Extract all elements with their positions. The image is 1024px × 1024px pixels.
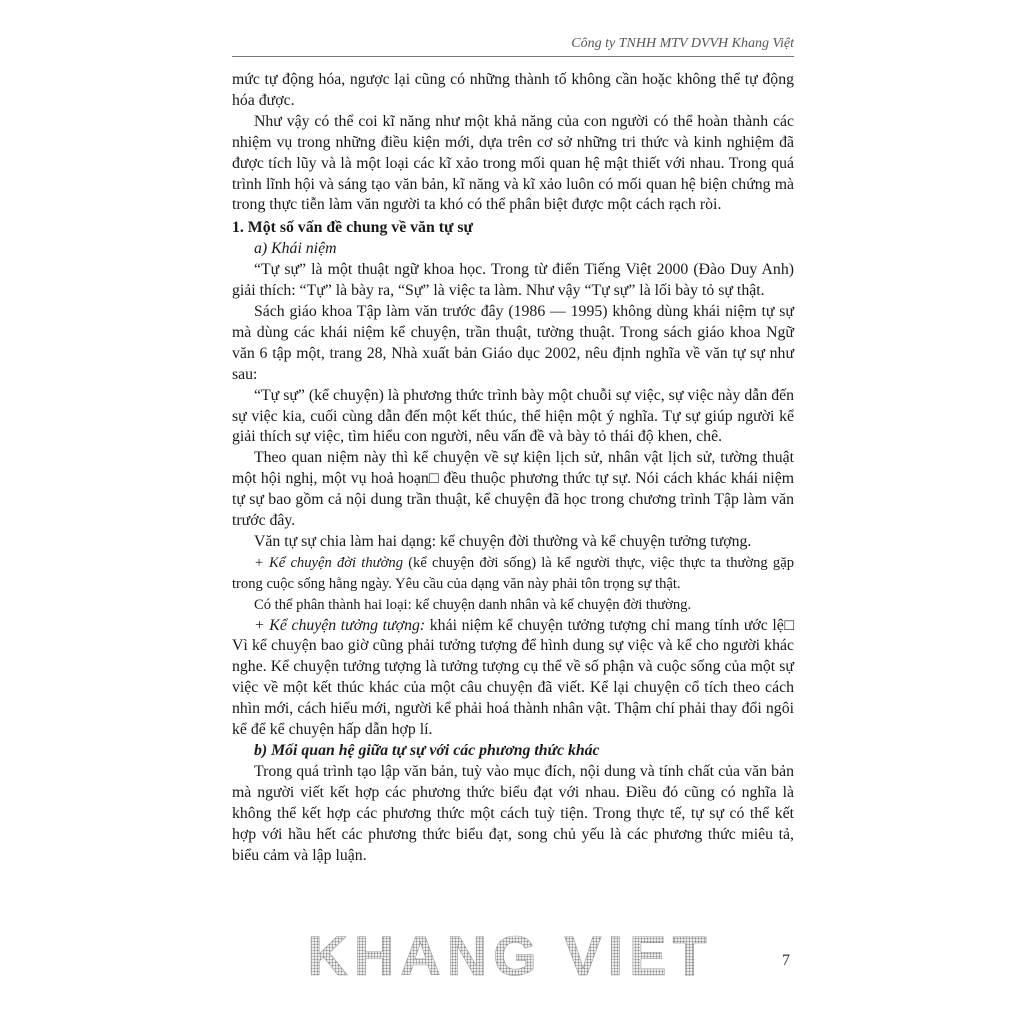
- paragraph-text: khái niệm kể chuyện tưởng tượng chỉ mang tính ước lệ□ Vì kể chuyện bao giờ cũng phải tưởng tượng để hình dung sự việc và kể cho người khác nghe. Kể chuyện tưởng tượng là tưởng tượng cụ thể về số phận và cuộc sống của một sự việc về một kết thúc khác của một câu chuyện đã viết. Kể lại chuyện cổ tích theo cách nhìn mới, cách hiểu mới, người kể phải hoá thành nhân vật. Thậm chí phải thay đổi ngôi kể để kể chuyện hấp dẫn hợp lí.: [232, 616, 794, 739]
- paragraph: mức tự động hóa, ngược lại cũng có những thành tố không cần hoặc không thể tự động hóa được.: [232, 71, 794, 109]
- paragraph: Theo quan niệm này thì kể chuyện về sự kiện lịch sử, nhân vật lịch sử, tường thuật một hội nghị, một vụ hoả hoạn□ đều thuộc phương thức tự sự. Nói cách khác khái niệm tự sự bao gồm cả nội dung trần thuật, kể chuyện đã học trong chương trình Tập làm văn trước đây.: [232, 449, 794, 530]
- subsection-heading: b) Mối quan hệ giữa tự sự với các phương thức khác: [254, 742, 600, 759]
- quote-paragraph: “Tự sự” (kể chuyện) là phương thức trình bày một chuỗi sự việc, sự việc này dẫn đến sự việc kia, cuối cùng dẫn đến một kết thúc, thể hiện một ý nghĩa. Tự sự giúp người kể giải thích sự việc, tìm hiểu con người, nêu vấn đề và bày tỏ thái độ khen, chê.: [232, 386, 794, 446]
- subsection-heading: a) Khái niệm: [254, 240, 337, 258]
- paragraph: [232, 616, 794, 741]
- paragraph: Có thể phân thành hai loại: kể chuyện danh nhân và kể chuyện đời thường.: [254, 596, 692, 613]
- paragraph: Trong quá trình tạo lập văn bản, tuỳ vào mục đích, nội dung và tính chất của văn bản mà người viết kết hợp các phương thức biểu đạt với nhau. Điều đó cũng có nghĩa là không thể kết hợp các phương thức một cách tuỳ tiện. Trong thực tế, tự sự có thể kết hợp với hầu hết các phương thức biểu đạt, song chủ yếu là các phương thức miêu tả, biểu cảm và lập luận.: [232, 762, 794, 864]
- paragraph: “Tự sự” là một thuật ngữ khoa học. Trong từ điển Tiếng Việt 2000 (Đào Duy Anh) giải thích: “Tự” là bày ra, “Sự” là việc ta làm. Như vậy “Tự sự” là lối bày tỏ sự thật.: [232, 261, 794, 300]
- page-body: [232, 70, 794, 866]
- paragraph-text: (kể chuyện đời sống) là kể người thực, việc thực ta thường gặp trong cuộc sống hằng ngày. Yêu cầu của dạng văn này phải tôn trọng sự thật.: [232, 554, 794, 592]
- brand-logo: [250, 925, 770, 985]
- paragraph: [232, 553, 794, 595]
- term-imaginary-story: + Kể chuyện tưởng tượng:: [254, 616, 426, 634]
- term-everyday-story: + Kể chuyện đời thường: [254, 554, 403, 571]
- page-number: 7: [782, 952, 790, 969]
- running-header: Công ty TNHH MTV DVVH Khang Việt: [232, 36, 794, 57]
- paragraph: Văn tự sự chia làm hai dạng: kể chuyện đời thường và kể chuyện tưởng tượng.: [254, 532, 752, 550]
- paragraph: Như vậy có thể coi kĩ năng như một khả năng của con người có thể hoàn thành các nhiệm vụ trong những điều kiện mới, dựa trên cơ sở những tri thức và kinh nghiệm đã được tích lũy và là một loại các kĩ xảo trong mối quan hệ mật thiết với nhau. Trong quá trình lĩnh hội và sáng tạo văn bản, kĩ năng và kĩ xảo luôn có mối quan hệ biện chứng mà trong thực tiễn làm văn người ta khó có thể phân biệt được một cách rạch ròi.: [232, 112, 794, 214]
- brand-text: KHANG VIET: [307, 925, 713, 985]
- brand-watermark: [250, 925, 770, 985]
- section-heading: 1. Một số vấn đề chung về văn tự sự: [232, 219, 474, 237]
- paragraph: Sách giáo khoa Tập làm văn trước đây (1986 — 1995) không dùng khái niệm tự sự mà dùng các khái niệm kể chuyện, trần thuật, tường thuật. Trong sách giáo khoa Ngữ văn 6 tập một, trang 28, Nhà xuất bản Giáo dục 2002, nêu định nghĩa về văn tự sự như sau:: [232, 302, 794, 383]
